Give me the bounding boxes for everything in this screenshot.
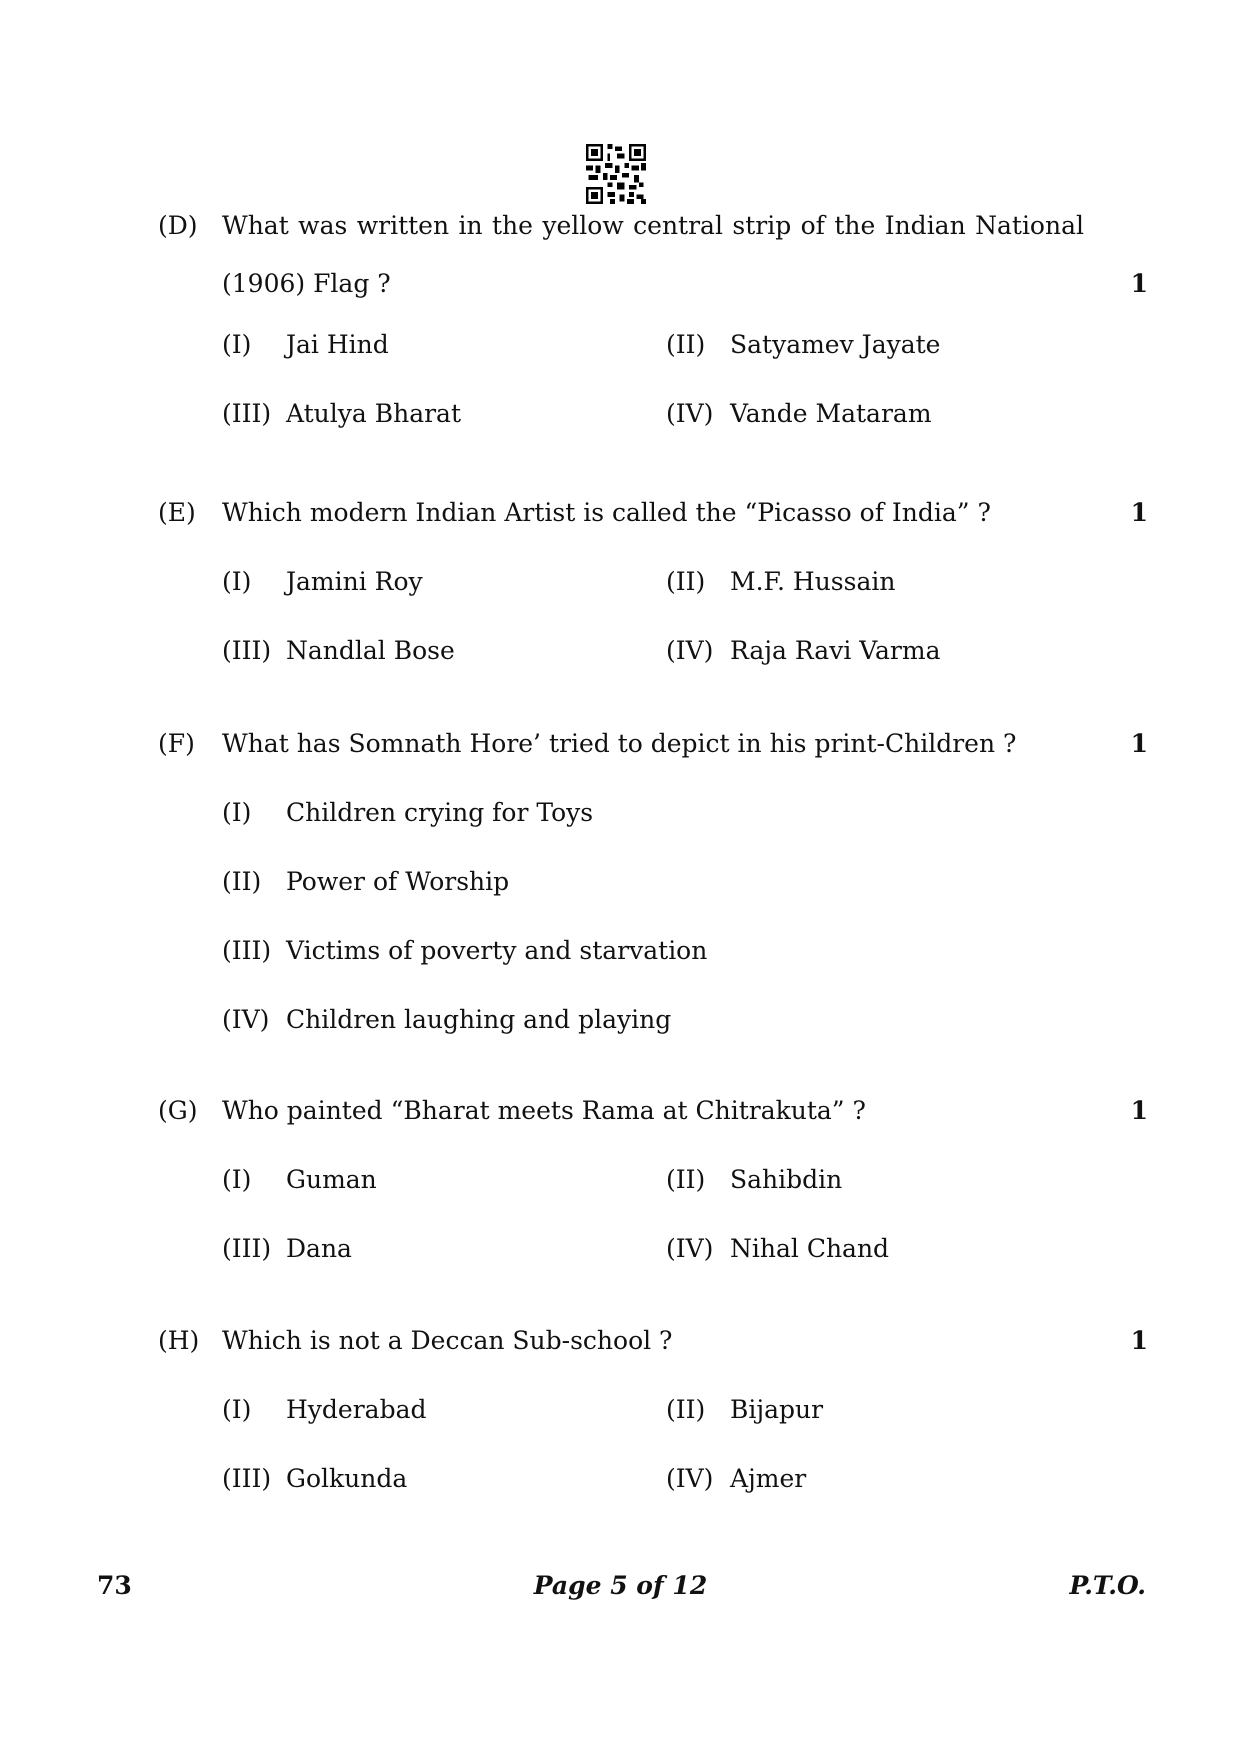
paper-code: 73 [97,1571,132,1600]
option-text: Atulya Bharat [286,399,462,428]
question-text-continued: (1906) Flag ? [222,269,391,298]
option-text: Ajmer [730,1464,807,1493]
question-label: (F) [158,729,195,758]
option-text: Jai Hind [286,330,389,359]
option-text: Sahibdin [730,1165,843,1194]
question-g [158,1091,1148,1290]
option-number: (II) [222,867,262,896]
question-f [158,724,1148,1053]
option-text: Jamini Roy [286,567,423,596]
option-text: Power of Worship [286,867,510,896]
option-number: (I) [222,798,252,827]
question-label: (G) [158,1096,198,1125]
option-number: (IV) [666,1234,714,1263]
marks: 1 [1130,1096,1148,1125]
qr-code-icon [586,144,646,204]
marks: 1 [1130,1326,1148,1355]
page-number: Page 5 of 12 [533,1571,708,1600]
option-number: (I) [222,1165,252,1194]
option-number: (II) [666,330,706,359]
question-text: What has Somnath Hore’ tried to depict in his print-Children ? [222,729,1017,758]
option-number: (IV) [666,1464,714,1493]
question-label: (E) [158,498,196,527]
option-number: (III) [222,1464,272,1493]
option-text: Guman [286,1165,377,1194]
option-number: (I) [222,1395,252,1424]
option-number: (II) [666,567,706,596]
option-number: (II) [666,1395,706,1424]
question-h [158,1321,1148,1520]
question-e [158,493,1148,692]
question-label: (D) [158,211,198,240]
option-number: (IV) [666,399,714,428]
question-text: Which is not a Deccan Sub-school ? [222,1326,673,1355]
option-number: (I) [222,567,252,596]
question-text: What was written in the yellow central strip of the Indian National [222,211,1084,240]
option-number: (IV) [666,636,714,665]
option-text: Hyderabad [286,1395,427,1424]
question-text: Which modern Indian Artist is called the “Picasso of India” ? [222,498,991,527]
marks: 1 [1130,498,1148,527]
option-text: Victims of poverty and starvation [286,936,708,965]
option-number: (II) [666,1165,706,1194]
option-text: Children crying for Toys [286,798,594,827]
option-text: M.F. Hussain [730,567,896,596]
option-text: Golkunda [286,1464,408,1493]
option-text: Nandlal Bose [286,636,455,665]
option-number: (III) [222,1234,272,1263]
option-number: (I) [222,330,252,359]
option-number: (III) [222,636,272,665]
please-turn-over: P.T.O. [1069,1571,1146,1600]
option-text: Bijapur [730,1395,824,1424]
option-number: (III) [222,936,272,965]
option-text: Vande Mataram [730,399,932,428]
option-text: Dana [286,1234,352,1263]
option-text: Raja Ravi Varma [730,636,941,665]
option-text: Satyamev Jayate [730,330,941,359]
option-number: (IV) [222,1005,270,1034]
option-text: Nihal Chand [730,1234,890,1263]
option-number: (III) [222,399,272,428]
marks: 1 [1130,729,1148,758]
marks: 1 [1130,269,1148,298]
question-label: (H) [158,1326,200,1355]
question-d [158,206,1148,455]
question-text: Who painted “Bharat meets Rama at Chitrakuta” ? [222,1096,866,1125]
option-text: Children laughing and playing [286,1005,672,1034]
